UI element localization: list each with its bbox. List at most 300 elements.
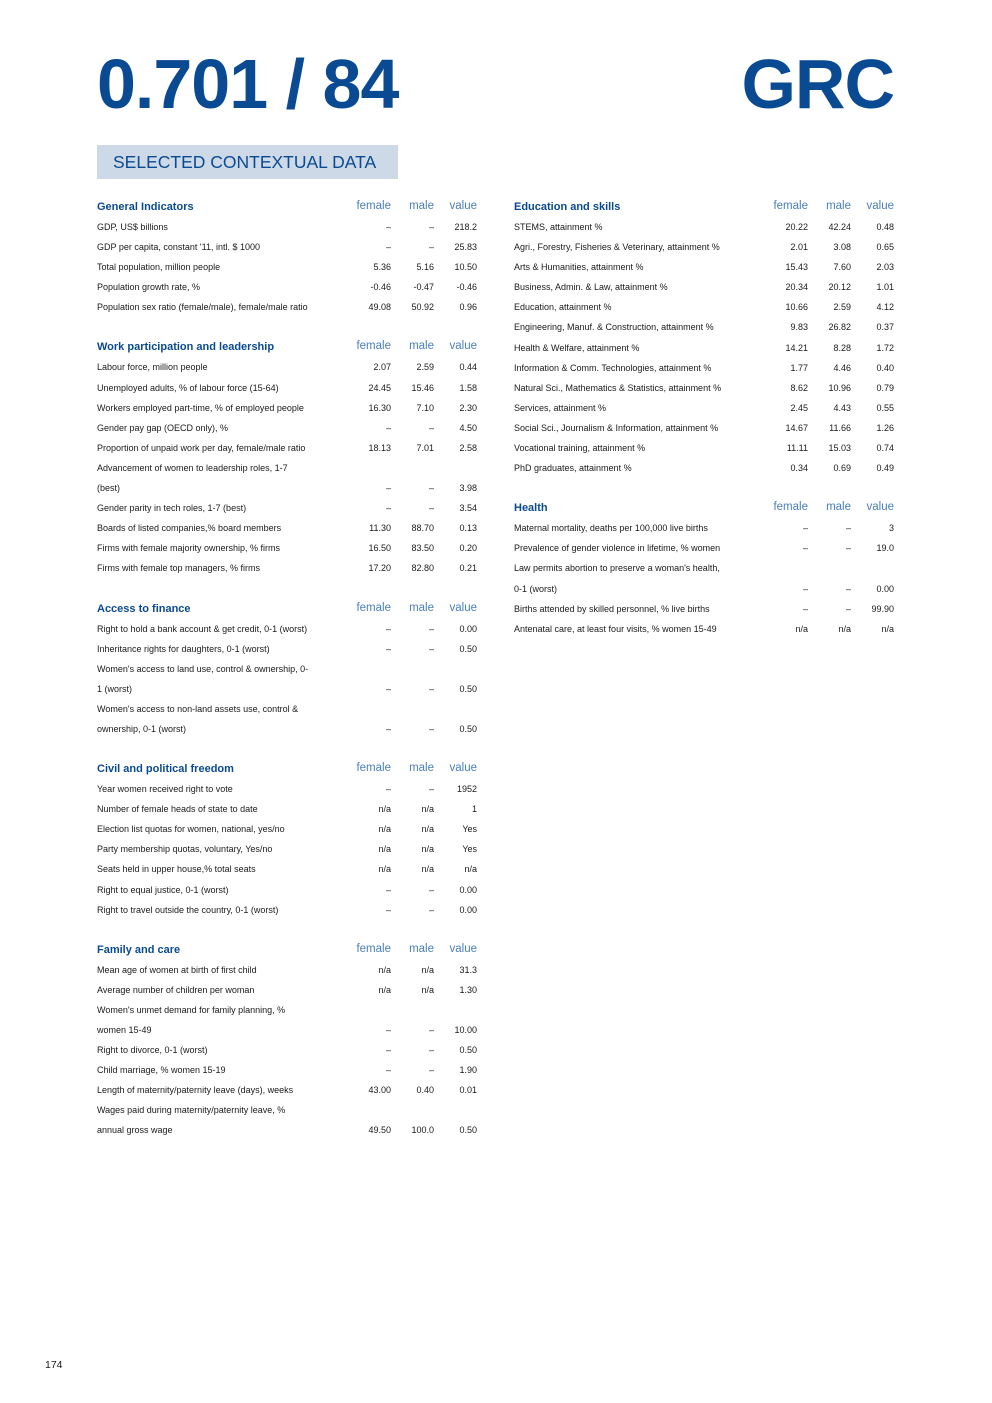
section-header: [97, 600, 477, 620]
female-value: –: [385, 683, 391, 694]
male-value: 2.59: [416, 362, 434, 373]
table-row: [514, 339, 894, 359]
ratio-value: 0.01: [459, 1085, 477, 1096]
table-row: [97, 800, 477, 820]
male-value: –: [428, 242, 434, 253]
male-value: 10.96: [828, 382, 851, 393]
table-row: [97, 860, 477, 880]
female-value: –: [802, 583, 808, 594]
ratio-value: n/a: [881, 623, 894, 634]
table-row: [514, 459, 894, 479]
male-value: n/a: [421, 964, 434, 975]
ratio-value: n/a: [464, 864, 477, 875]
section-banner: SELECTED CONTEXTUAL DATA: [97, 145, 398, 179]
page-number: 174: [45, 1359, 63, 1371]
female-value: –: [385, 1045, 391, 1056]
section-education-and-skills: [514, 198, 894, 479]
row-label: Number of female heads of state to date: [97, 804, 258, 815]
female-value: 5.36: [373, 262, 391, 273]
female-value: n/a: [378, 804, 391, 815]
ratio-value: 4.12: [876, 302, 894, 313]
row-label: Right to travel outside the country, 0-1 (worst): [97, 904, 279, 915]
male-value: –: [428, 483, 434, 494]
male-column-header: male: [409, 200, 434, 212]
table-row: [514, 379, 894, 399]
section-header: [97, 198, 477, 218]
female-value: –: [385, 422, 391, 433]
table-row: [97, 1101, 477, 1121]
ratio-value: 19.0: [876, 543, 894, 554]
female-column-header: female: [356, 340, 391, 353]
ratio-value: 218.2: [454, 222, 477, 232]
row-label: Workers employed part-time, % of employed people: [97, 402, 304, 413]
table-row: [97, 539, 477, 559]
ratio-value: 0.13: [459, 523, 477, 534]
ratio-value: 0.40: [876, 362, 894, 373]
female-value: –: [385, 222, 391, 232]
ratio-value: 0.00: [459, 904, 477, 915]
section-header: [97, 941, 477, 961]
value-column-header: value: [449, 601, 477, 614]
row-label: 0-1 (worst): [514, 583, 558, 594]
ratio-value: 1.58: [459, 382, 477, 393]
row-label: Labour force, million people: [97, 362, 208, 373]
male-value: 0.40: [416, 1085, 434, 1096]
male-value: 83.50: [411, 543, 434, 554]
male-value: –: [428, 904, 434, 915]
row-label: Wages paid during maternity/paternity leave, %: [97, 1105, 286, 1116]
female-value: 2.07: [373, 362, 391, 373]
female-value: –: [385, 503, 391, 514]
row-label: Law permits abortion to preserve a woman's health,: [514, 563, 720, 574]
section-header: [97, 338, 477, 358]
female-value: –: [385, 643, 391, 654]
table-row: [97, 459, 477, 479]
male-value: 42.24: [828, 222, 851, 232]
section-general-indicators: [97, 198, 477, 318]
ratio-value: 2.03: [876, 262, 894, 273]
female-value: 20.34: [785, 282, 808, 293]
female-value: n/a: [378, 844, 391, 855]
ratio-value: 0.50: [459, 1045, 477, 1056]
female-value: n/a: [378, 984, 391, 995]
row-label: Agri., Forestry, Fisheries & Veterinary, attainment %: [514, 242, 720, 253]
male-value: 8.28: [833, 342, 851, 353]
male-column-header: male: [409, 340, 434, 353]
value-column-header: value: [449, 340, 477, 353]
male-value: –: [428, 884, 434, 895]
table-row: [97, 499, 477, 519]
table-row: [97, 1021, 477, 1041]
ratio-value: 1.01: [876, 282, 894, 293]
ratio-value: 0.48: [876, 222, 894, 232]
table-row: [97, 559, 477, 579]
row-label: Advancement of women to leadership roles, 1-7: [97, 462, 288, 473]
row-label: Year women received right to vote: [97, 784, 233, 795]
section-civil-and-political-freedom: [97, 760, 477, 921]
female-column-header: female: [773, 501, 808, 514]
female-column-header: female: [356, 200, 391, 212]
male-value: –: [845, 583, 851, 594]
row-label: Average number of children per woman: [97, 984, 255, 995]
female-value: 2.01: [790, 242, 808, 253]
section-header: [514, 499, 894, 519]
row-label: Social Sci., Journalism & Information, attainment %: [514, 422, 719, 433]
row-label: Health & Welfare, attainment %: [514, 342, 640, 353]
female-value: –: [385, 904, 391, 915]
female-value: 0.34: [790, 463, 808, 474]
male-value: -0.47: [413, 282, 434, 293]
table-row: [97, 720, 477, 740]
row-label: Women's unmet demand for family planning, %: [97, 1004, 286, 1015]
male-value: 7.10: [416, 402, 434, 413]
ratio-value: 10.00: [454, 1025, 477, 1035]
male-value: 7.01: [416, 442, 434, 453]
male-value: –: [428, 1025, 434, 1035]
female-value: –: [802, 523, 808, 534]
table-row: [514, 359, 894, 379]
row-label: STEMS, attainment %: [514, 222, 603, 232]
row-label: Education, attainment %: [514, 302, 612, 313]
section-title: Health: [514, 502, 548, 515]
table-row: [514, 580, 894, 600]
table-row: [97, 1061, 477, 1081]
row-label: Party membership quotas, voluntary, Yes/no: [97, 844, 273, 855]
table-row: [514, 318, 894, 338]
table-row: [97, 1001, 477, 1021]
row-label: Right to divorce, 0-1 (worst): [97, 1045, 208, 1056]
female-value: 10.66: [785, 302, 808, 313]
row-label: Population sex ratio (female/male), female/male ratio: [97, 302, 308, 313]
table-row: [97, 379, 477, 399]
table-row: [97, 961, 477, 981]
ratio-value: Yes: [462, 824, 477, 835]
score-rank-heading: 0.701 / 84: [97, 45, 399, 123]
table-row: [97, 298, 477, 318]
row-label: ownership, 0-1 (worst): [97, 723, 187, 734]
male-value: 4.46: [833, 362, 851, 373]
row-label: Inheritance rights for daughters, 0-1 (worst): [97, 643, 270, 654]
table-row: [97, 238, 477, 258]
male-value: 82.80: [411, 563, 434, 574]
row-label: Arts & Humanities, attainment %: [514, 262, 644, 273]
section-title: Work participation and leadership: [97, 341, 275, 354]
ratio-value: 0.21: [459, 563, 477, 574]
male-value: –: [428, 1045, 434, 1056]
female-value: 43.00: [368, 1085, 391, 1096]
ratio-value: 1.90: [459, 1065, 477, 1076]
female-value: –: [802, 603, 808, 614]
female-value: –: [385, 1025, 391, 1035]
female-value: 15.43: [785, 262, 808, 273]
row-label: Business, Admin. & Law, attainment %: [514, 282, 668, 293]
ratio-value: Yes: [462, 844, 477, 855]
female-value: n/a: [795, 623, 808, 634]
ratio-value: 0.49: [876, 463, 894, 474]
female-value: 11.30: [369, 523, 391, 534]
male-value: –: [428, 683, 434, 694]
value-column-header: value: [449, 200, 477, 212]
row-label: Total population, million people: [97, 262, 221, 273]
female-value: 11.11: [786, 443, 808, 454]
female-value: n/a: [378, 964, 391, 975]
male-value: 5.16: [416, 262, 434, 273]
male-value: –: [428, 623, 434, 634]
right-column: [514, 198, 894, 660]
row-label: Gender parity in tech roles, 1-7 (best): [97, 503, 247, 514]
table-row: [514, 600, 894, 620]
male-value: –: [428, 643, 434, 654]
row-label: Births attended by skilled personnel, % live births: [514, 603, 710, 614]
female-value: 18.13: [368, 442, 391, 453]
table-row: [97, 640, 477, 660]
section-header: [97, 760, 477, 780]
section-work-participation-and-leadership: [97, 338, 477, 579]
ratio-value: 0.50: [459, 683, 477, 694]
female-value: 16.30: [368, 402, 391, 413]
row-label: Length of maternity/paternity leave (days), weeks: [97, 1085, 294, 1096]
male-value: 0.69: [833, 463, 851, 474]
male-value: n/a: [421, 984, 434, 995]
table-row: [514, 439, 894, 459]
male-column-header: male: [826, 501, 851, 514]
row-label: Seats held in upper house,% total seats: [97, 864, 256, 875]
male-column-header: male: [409, 601, 434, 614]
table-row: [97, 358, 477, 378]
male-value: 7.60: [833, 262, 851, 273]
table-row: [514, 620, 894, 640]
ratio-value: 0.50: [459, 1125, 477, 1136]
ratio-value: 1952: [456, 784, 477, 795]
row-label: 1 (worst): [97, 683, 133, 694]
ratio-value: 1: [471, 804, 477, 815]
table-row: [97, 1041, 477, 1061]
female-value: 20.22: [785, 222, 808, 232]
row-label: Information & Comm. Technologies, attainment %: [514, 362, 712, 373]
female-value: –: [385, 242, 391, 253]
male-value: –: [845, 603, 851, 614]
table-row: [97, 680, 477, 700]
ratio-value: 0.74: [876, 443, 894, 454]
female-value: n/a: [378, 824, 391, 835]
section-header: [514, 198, 894, 218]
row-label: Women's access to non-land assets use, control &: [97, 703, 299, 714]
female-value: 49.08: [368, 302, 391, 313]
table-row: [97, 840, 477, 860]
row-label: Child marriage, % women 15-19: [97, 1065, 226, 1076]
row-label: Vocational training, attainment %: [514, 443, 646, 454]
female-value: 14.21: [785, 342, 808, 353]
table-row: [514, 419, 894, 439]
table-row: [97, 278, 477, 298]
row-label: Proportion of unpaid work per day, female/male ratio: [97, 442, 306, 453]
male-value: 2.59: [833, 302, 851, 313]
ratio-value: 0.00: [876, 583, 894, 594]
value-column-header: value: [866, 501, 894, 514]
male-value: 3.08: [833, 242, 851, 253]
female-value: 2.45: [790, 402, 808, 413]
female-value: –: [385, 623, 391, 634]
female-value: -0.46: [370, 282, 391, 293]
row-label: Prevalence of gender violence in lifetime, % women: [514, 543, 721, 554]
female-value: 24.45: [368, 382, 391, 393]
male-value: –: [428, 784, 434, 795]
ratio-value: 10.50: [454, 262, 477, 273]
male-value: 4.43: [833, 402, 851, 413]
value-column-header: value: [449, 762, 477, 775]
male-value: 15.46: [411, 382, 434, 393]
row-label: annual gross wage: [97, 1125, 173, 1136]
ratio-value: 3: [888, 523, 894, 534]
table-row: [514, 298, 894, 318]
row-label: Right to equal justice, 0-1 (worst): [97, 884, 229, 895]
row-label: GDP, US$ billions: [97, 222, 168, 232]
female-column-header: female: [356, 601, 391, 614]
section-title: Access to finance: [97, 602, 191, 615]
ratio-value: 0.65: [876, 242, 894, 253]
male-value: n/a: [421, 844, 434, 855]
country-code-heading: GRC: [741, 45, 894, 123]
row-label: Unemployed adults, % of labour force (15-64): [97, 382, 279, 393]
row-label: GDP per capita, constant '11, intl. $ 1000: [97, 242, 260, 253]
male-value: –: [428, 503, 434, 514]
male-value: –: [845, 523, 851, 534]
female-value: –: [385, 723, 391, 734]
female-value: 9.83: [790, 322, 808, 333]
row-label: Election list quotas for women, national, yes/no: [97, 824, 285, 835]
table-row: [97, 218, 477, 238]
ratio-value: 0.50: [459, 643, 477, 654]
ratio-value: 0.96: [459, 302, 477, 313]
ratio-value: 0.37: [876, 322, 894, 333]
table-row: [97, 1121, 477, 1141]
table-row: [97, 881, 477, 901]
male-value: n/a: [421, 864, 434, 875]
female-value: –: [385, 483, 391, 494]
row-label: Firms with female top managers, % firms: [97, 563, 261, 574]
table-row: [97, 700, 477, 720]
table-row: [97, 419, 477, 439]
section-access-to-finance: [97, 600, 477, 741]
female-value: n/a: [378, 864, 391, 875]
section-health: [514, 499, 894, 640]
section-title: Civil and political freedom: [97, 763, 234, 776]
left-column: [97, 198, 477, 1162]
ratio-value: 0.00: [459, 884, 477, 895]
section-title: General Indicators: [97, 201, 194, 213]
section-family-and-care: [97, 941, 477, 1142]
male-value: 11.66: [829, 422, 851, 433]
table-row: [514, 399, 894, 419]
ratio-value: 0.44: [459, 362, 477, 373]
male-value: –: [428, 222, 434, 232]
ratio-value: 1.30: [459, 984, 477, 995]
table-row: [514, 539, 894, 559]
table-row: [97, 981, 477, 1001]
female-value: 49.50: [368, 1125, 391, 1136]
ratio-value: -0.46: [456, 282, 477, 293]
male-value: 15.03: [828, 443, 851, 454]
table-row: [97, 479, 477, 499]
row-label: Boards of listed companies,% board members: [97, 523, 282, 534]
male-value: –: [428, 723, 434, 734]
table-row: [514, 238, 894, 258]
male-value: –: [845, 543, 851, 554]
ratio-value: 2.30: [459, 402, 477, 413]
ratio-value: 0.55: [876, 402, 894, 413]
ratio-value: 0.50: [459, 723, 477, 734]
value-column-header: value: [449, 942, 477, 955]
male-value: 20.12: [828, 282, 851, 293]
ratio-value: 0.00: [459, 623, 477, 634]
male-value: 50.92: [411, 302, 434, 313]
ratio-value: 0.20: [459, 543, 477, 554]
table-row: [514, 218, 894, 238]
female-value: –: [385, 884, 391, 895]
ratio-value: 1.72: [876, 342, 894, 353]
male-value: n/a: [838, 623, 851, 634]
table-row: [514, 258, 894, 278]
row-label: Gender pay gap (OECD only), %: [97, 422, 229, 433]
table-row: [514, 519, 894, 539]
table-row: [97, 620, 477, 640]
table-row: [97, 780, 477, 800]
ratio-value: 0.79: [876, 382, 894, 393]
male-value: –: [428, 1065, 434, 1076]
table-row: [97, 660, 477, 680]
table-row: [97, 1081, 477, 1101]
male-column-header: male: [826, 200, 851, 212]
female-column-header: female: [356, 942, 391, 955]
row-label: Right to hold a bank account & get credit, 0-1 (worst): [97, 623, 308, 634]
table-row: [97, 820, 477, 840]
ratio-value: 4.50: [459, 422, 477, 433]
row-label: Engineering, Manuf. & Construction, attainment %: [514, 322, 714, 333]
male-value: 100.0: [411, 1125, 434, 1136]
row-label: Firms with female majority ownership, % firms: [97, 543, 281, 554]
section-title: Family and care: [97, 943, 181, 956]
row-label: (best): [97, 483, 121, 494]
female-value: –: [385, 1065, 391, 1076]
female-value: 16.50: [368, 543, 391, 554]
row-label: Services, attainment %: [514, 402, 607, 413]
female-value: 14.67: [785, 422, 808, 433]
section-title: Education and skills: [514, 201, 621, 213]
table-row: [514, 559, 894, 579]
value-column-header: value: [866, 200, 894, 212]
row-label: Mean age of women at birth of first child: [97, 964, 257, 975]
male-value: n/a: [421, 824, 434, 835]
ratio-value: 2.58: [459, 442, 477, 453]
table-row: [514, 278, 894, 298]
row-label: Antenatal care, at least four visits, % women 15-49: [514, 623, 717, 634]
ratio-value: 1.26: [876, 422, 894, 433]
ratio-value: 31.3: [459, 964, 477, 975]
female-value: –: [802, 543, 808, 554]
ratio-value: 25.83: [454, 242, 477, 253]
ratio-value: 3.98: [459, 483, 477, 494]
female-value: 17.20: [368, 563, 391, 574]
male-column-header: male: [409, 762, 434, 775]
table-row: [97, 519, 477, 539]
row-label: Women's access to land use, control & ownership, 0-: [97, 663, 309, 674]
female-column-header: female: [356, 762, 391, 775]
male-column-header: male: [409, 942, 434, 955]
female-value: 1.77: [790, 362, 808, 373]
ratio-value: 99.90: [871, 603, 894, 614]
table-row: [97, 258, 477, 278]
table-row: [97, 439, 477, 459]
